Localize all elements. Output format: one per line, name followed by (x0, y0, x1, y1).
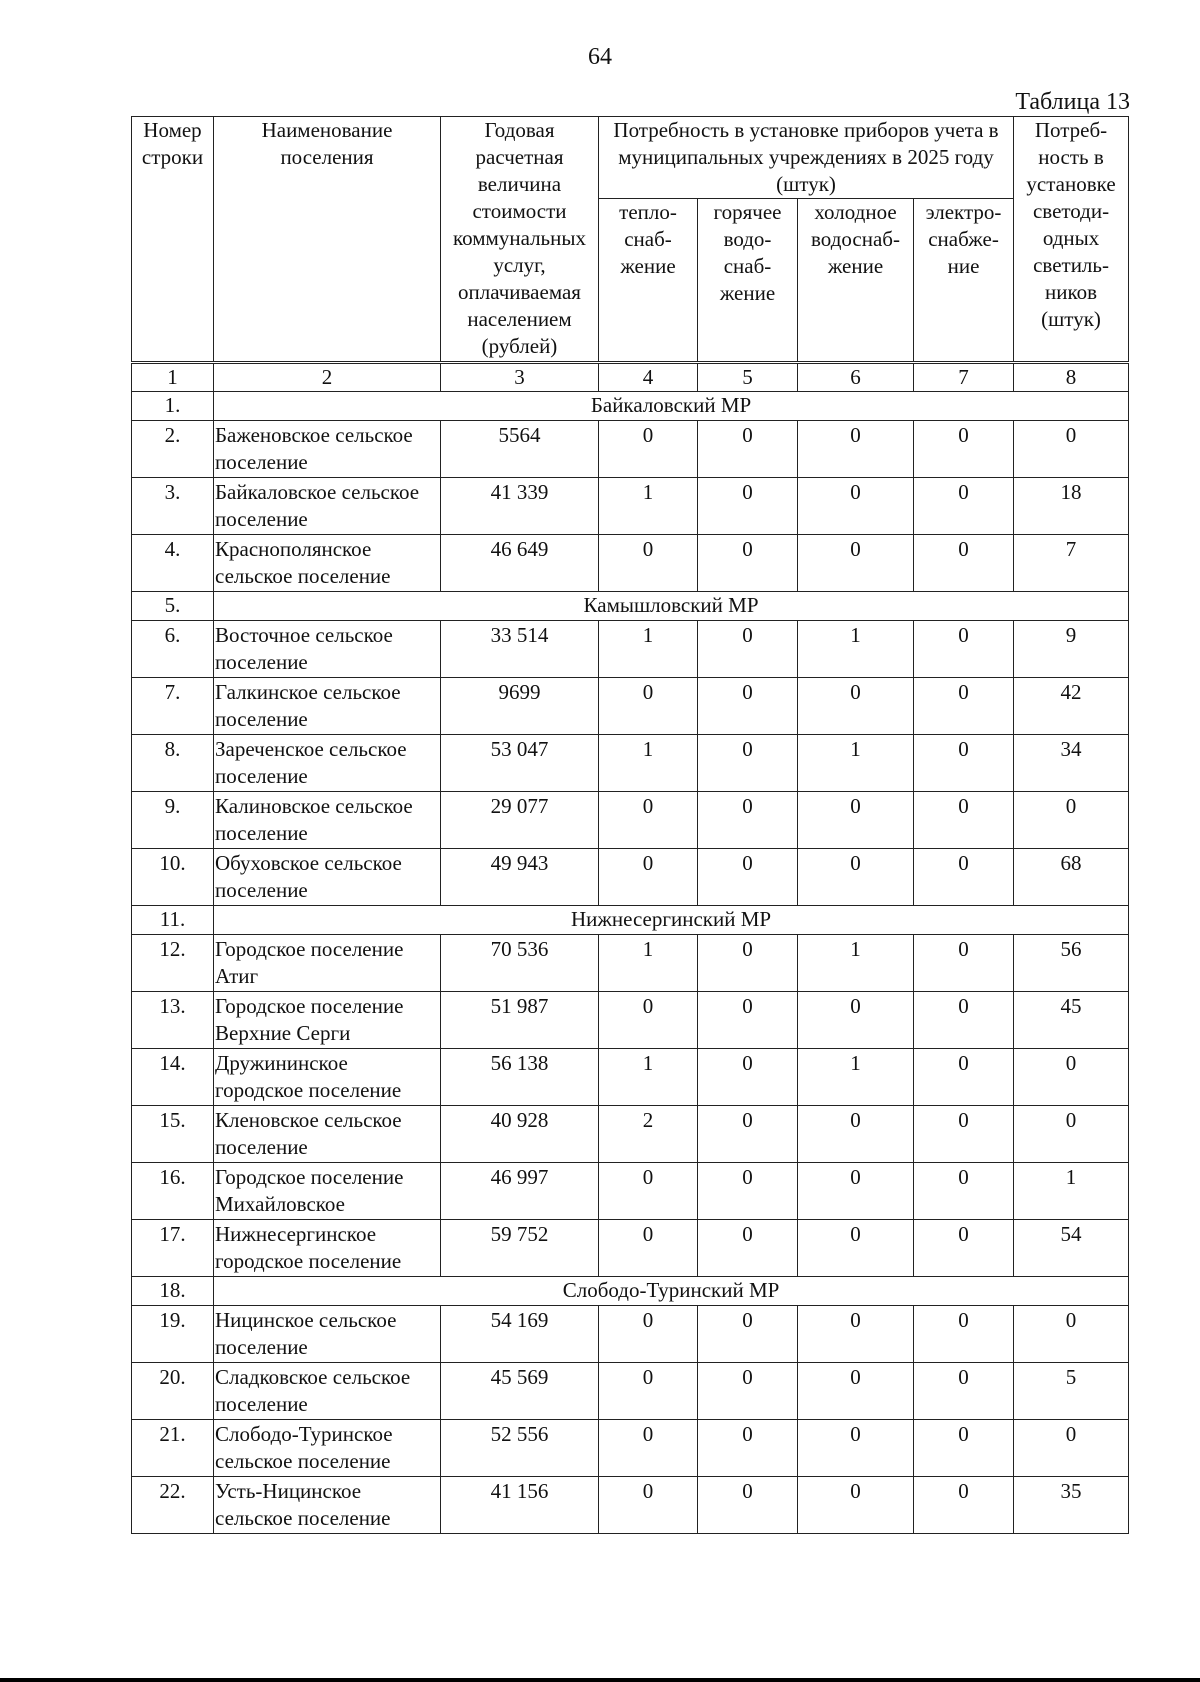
header-led-lamps: Потреб- ность в установке светоди- одных светиль- ников (штук) (1014, 117, 1129, 363)
led-lamps: 34 (1014, 735, 1129, 792)
led-lamps: 0 (1014, 1049, 1129, 1106)
settlement-name: Городское поселение Михайловское (214, 1163, 441, 1220)
district-title: Байкаловский МР (214, 392, 1129, 421)
heat-meters: 0 (599, 992, 698, 1049)
led-lamps: 18 (1014, 478, 1129, 535)
table-row (132, 478, 1129, 535)
settlement-name: Сладковское сельское поселение (214, 1363, 441, 1420)
hot-water-meters: 0 (698, 792, 798, 849)
header-row (132, 117, 1129, 199)
hot-water-meters: 0 (698, 1420, 798, 1477)
annual-cost: 29 077 (441, 792, 599, 849)
column-numbers-row (132, 363, 1129, 392)
district-title: Нижнесергинский МР (214, 906, 1129, 935)
table-row (132, 1363, 1129, 1420)
annual-cost: 56 138 (441, 1049, 599, 1106)
header-row-number: Номер строки (132, 117, 214, 363)
heat-meters: 0 (599, 1220, 698, 1277)
led-lamps: 5 (1014, 1363, 1129, 1420)
annual-cost: 51 987 (441, 992, 599, 1049)
hot-water-meters: 0 (698, 735, 798, 792)
settlement-name: Зареченское сельское поселение (214, 735, 441, 792)
led-lamps: 0 (1014, 421, 1129, 478)
cold-water-meters: 0 (798, 678, 914, 735)
led-lamps: 0 (1014, 1420, 1129, 1477)
annual-cost: 46 997 (441, 1163, 599, 1220)
row-number: 8. (132, 735, 214, 792)
table-row (132, 992, 1129, 1049)
row-number: 3. (132, 478, 214, 535)
hot-water-meters: 0 (698, 535, 798, 592)
led-lamps: 7 (1014, 535, 1129, 592)
table-row (132, 535, 1129, 592)
annual-cost: 59 752 (441, 1220, 599, 1277)
cold-water-meters: 1 (798, 621, 914, 678)
electricity-meters: 0 (914, 935, 1014, 992)
cold-water-meters: 0 (798, 1477, 914, 1534)
row-number: 6. (132, 621, 214, 678)
cold-water-meters: 0 (798, 1106, 914, 1163)
led-lamps: 0 (1014, 792, 1129, 849)
annual-cost: 9699 (441, 678, 599, 735)
column-number: 7 (914, 363, 1014, 392)
column-number: 8 (1014, 363, 1129, 392)
row-number: 21. (132, 1420, 214, 1477)
cold-water-meters: 1 (798, 1049, 914, 1106)
heat-meters: 2 (599, 1106, 698, 1163)
settlement-name: Дружининское городское поселение (214, 1049, 441, 1106)
electricity-meters: 0 (914, 1306, 1014, 1363)
district-title: Камышловский МР (214, 592, 1129, 621)
header-hot-water: горячее водо- снаб- жение (698, 199, 798, 363)
led-lamps: 9 (1014, 621, 1129, 678)
hot-water-meters: 0 (698, 478, 798, 535)
electricity-meters: 0 (914, 621, 1014, 678)
cold-water-meters: 0 (798, 849, 914, 906)
hot-water-meters: 0 (698, 1220, 798, 1277)
cold-water-meters: 0 (798, 535, 914, 592)
led-lamps: 54 (1014, 1220, 1129, 1277)
row-number: 10. (132, 849, 214, 906)
row-number: 11. (132, 906, 214, 935)
table-row (132, 1306, 1129, 1363)
electricity-meters: 0 (914, 1420, 1014, 1477)
annual-cost: 33 514 (441, 621, 599, 678)
cold-water-meters: 0 (798, 1220, 914, 1277)
electricity-meters: 0 (914, 535, 1014, 592)
led-lamps: 35 (1014, 1477, 1129, 1534)
electricity-meters: 0 (914, 1363, 1014, 1420)
row-number: 7. (132, 678, 214, 735)
table-row (132, 1420, 1129, 1477)
cold-water-meters: 0 (798, 478, 914, 535)
table-row (132, 1163, 1129, 1220)
hot-water-meters: 0 (698, 935, 798, 992)
district-title: Слободо-Туринский МР (214, 1277, 1129, 1306)
heat-meters: 0 (599, 535, 698, 592)
heat-meters: 0 (599, 849, 698, 906)
hot-water-meters: 0 (698, 1306, 798, 1363)
hot-water-meters: 0 (698, 1106, 798, 1163)
settlement-name: Кленовское сельское поселение (214, 1106, 441, 1163)
annual-cost: 46 649 (441, 535, 599, 592)
annual-cost: 40 928 (441, 1106, 599, 1163)
heat-meters: 1 (599, 1049, 698, 1106)
table-row (132, 421, 1129, 478)
heat-meters: 0 (599, 678, 698, 735)
row-number: 14. (132, 1049, 214, 1106)
electricity-meters: 0 (914, 735, 1014, 792)
header-annual-cost: Годовая расчетная величина стоимости коммунальных услуг, оплачиваемая населением (рублей) (441, 117, 599, 363)
table-row (132, 1220, 1129, 1277)
annual-cost: 41 156 (441, 1477, 599, 1534)
electricity-meters: 0 (914, 1220, 1014, 1277)
settlement-name: Ницинское сельское поселение (214, 1306, 441, 1363)
settlement-name: Баженовское сельское поселение (214, 421, 441, 478)
led-lamps: 45 (1014, 992, 1129, 1049)
data-table (131, 116, 1129, 1534)
electricity-meters: 0 (914, 849, 1014, 906)
electricity-meters: 0 (914, 1163, 1014, 1220)
annual-cost: 45 569 (441, 1363, 599, 1420)
row-number: 13. (132, 992, 214, 1049)
annual-cost: 41 339 (441, 478, 599, 535)
led-lamps: 0 (1014, 1106, 1129, 1163)
heat-meters: 1 (599, 621, 698, 678)
cold-water-meters: 0 (798, 421, 914, 478)
hot-water-meters: 0 (698, 1049, 798, 1106)
row-number: 17. (132, 1220, 214, 1277)
settlement-name: Краснополянское сельское поселение (214, 535, 441, 592)
row-number: 19. (132, 1306, 214, 1363)
table-caption: Таблица 13 (1015, 89, 1130, 115)
annual-cost: 54 169 (441, 1306, 599, 1363)
row-number: 15. (132, 1106, 214, 1163)
cold-water-meters: 0 (798, 1420, 914, 1477)
cold-water-meters: 0 (798, 1363, 914, 1420)
annual-cost: 52 556 (441, 1420, 599, 1477)
cold-water-meters: 0 (798, 992, 914, 1049)
row-number: 4. (132, 535, 214, 592)
table-row (132, 735, 1129, 792)
electricity-meters: 0 (914, 421, 1014, 478)
cold-water-meters: 0 (798, 1306, 914, 1363)
header-heat: тепло- снаб- жение (599, 199, 698, 363)
annual-cost: 70 536 (441, 935, 599, 992)
hot-water-meters: 0 (698, 992, 798, 1049)
table-row (132, 1106, 1129, 1163)
led-lamps: 0 (1014, 1306, 1129, 1363)
settlement-name: Обуховское сельское поселение (214, 849, 441, 906)
column-number: 1 (132, 363, 214, 392)
heat-meters: 0 (599, 1363, 698, 1420)
annual-cost: 5564 (441, 421, 599, 478)
group-row (132, 906, 1129, 935)
settlement-name: Нижнесергинское городское поселение (214, 1220, 441, 1277)
hot-water-meters: 0 (698, 1163, 798, 1220)
led-lamps: 42 (1014, 678, 1129, 735)
settlement-name: Городское поселение Верхние Серги (214, 992, 441, 1049)
table-row (132, 1477, 1129, 1534)
annual-cost: 49 943 (441, 849, 599, 906)
table-row (132, 1049, 1129, 1106)
hot-water-meters: 0 (698, 678, 798, 735)
electricity-meters: 0 (914, 1049, 1014, 1106)
annual-cost: 53 047 (441, 735, 599, 792)
hot-water-meters: 0 (698, 621, 798, 678)
cold-water-meters: 1 (798, 935, 914, 992)
heat-meters: 0 (599, 792, 698, 849)
column-number: 2 (214, 363, 441, 392)
row-number: 2. (132, 421, 214, 478)
table-row (132, 792, 1129, 849)
page-number: 64 (588, 44, 612, 70)
led-lamps: 68 (1014, 849, 1129, 906)
electricity-meters: 0 (914, 792, 1014, 849)
settlement-name: Байкаловское сельское поселение (214, 478, 441, 535)
table-row (132, 849, 1129, 906)
heat-meters: 1 (599, 735, 698, 792)
heat-meters: 0 (599, 1306, 698, 1363)
heat-meters: 1 (599, 478, 698, 535)
settlement-name: Слободо-Туринское сельское поселение (214, 1420, 441, 1477)
cold-water-meters: 1 (798, 735, 914, 792)
row-number: 18. (132, 1277, 214, 1306)
electricity-meters: 0 (914, 1477, 1014, 1534)
settlement-name: Калиновское сельское поселение (214, 792, 441, 849)
row-number: 1. (132, 392, 214, 421)
scan-bottom-edge (0, 1678, 1200, 1682)
row-number: 16. (132, 1163, 214, 1220)
electricity-meters: 0 (914, 678, 1014, 735)
electricity-meters: 0 (914, 992, 1014, 1049)
group-row (132, 1277, 1129, 1306)
led-lamps: 56 (1014, 935, 1129, 992)
electricity-meters: 0 (914, 1106, 1014, 1163)
table-row (132, 678, 1129, 735)
row-number: 9. (132, 792, 214, 849)
row-number: 22. (132, 1477, 214, 1534)
settlement-name: Усть-Ницинское сельское поселение (214, 1477, 441, 1534)
table-row (132, 935, 1129, 992)
hot-water-meters: 0 (698, 1477, 798, 1534)
column-number: 6 (798, 363, 914, 392)
column-number: 3 (441, 363, 599, 392)
hot-water-meters: 0 (698, 1363, 798, 1420)
settlement-name: Восточное сельское поселение (214, 621, 441, 678)
row-number: 20. (132, 1363, 214, 1420)
hot-water-meters: 0 (698, 849, 798, 906)
settlement-name: Галкинское сельское поселение (214, 678, 441, 735)
row-number: 5. (132, 592, 214, 621)
heat-meters: 0 (599, 1420, 698, 1477)
table-row (132, 621, 1129, 678)
electricity-meters: 0 (914, 478, 1014, 535)
column-number: 4 (599, 363, 698, 392)
group-row (132, 592, 1129, 621)
cold-water-meters: 0 (798, 792, 914, 849)
header-cold-water: холодное водоснаб- жение (798, 199, 914, 363)
header-settlement: Наименование поселения (214, 117, 441, 363)
heat-meters: 0 (599, 1477, 698, 1534)
settlement-name: Городское поселение Атиг (214, 935, 441, 992)
row-number: 12. (132, 935, 214, 992)
heat-meters: 0 (599, 1163, 698, 1220)
header-meters-group: Потребность в установке приборов учета в муниципальных учреждениях в 2025 году (штук) (599, 117, 1014, 199)
led-lamps: 1 (1014, 1163, 1129, 1220)
cold-water-meters: 0 (798, 1163, 914, 1220)
heat-meters: 0 (599, 421, 698, 478)
group-row (132, 392, 1129, 421)
header-electricity: электро- снабже- ние (914, 199, 1014, 363)
hot-water-meters: 0 (698, 421, 798, 478)
heat-meters: 1 (599, 935, 698, 992)
column-number: 5 (698, 363, 798, 392)
